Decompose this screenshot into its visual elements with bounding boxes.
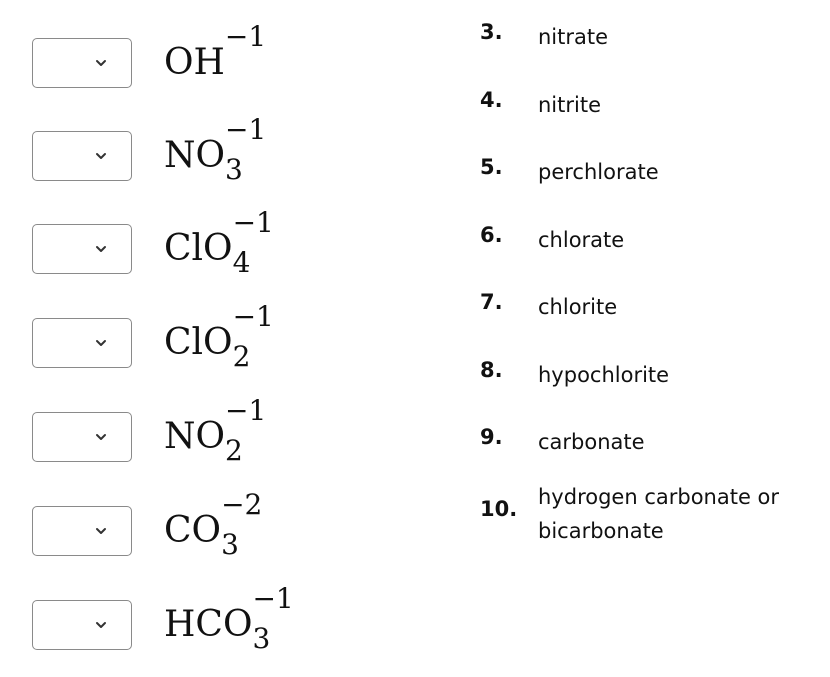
answer-select[interactable]: [32, 318, 132, 368]
ion-subscript: 3: [225, 153, 243, 186]
item-name: hydrogen carbonate or bicarbonate: [538, 485, 780, 543]
match-row: [32, 488, 412, 561]
answer-select[interactable]: [32, 224, 132, 274]
match-row: [32, 113, 412, 186]
item-name: nitrate: [538, 25, 609, 49]
item-number: 6.: [480, 223, 503, 247]
item-number: 4.: [480, 88, 503, 112]
item-name: nitrite: [538, 93, 601, 117]
ion-formula: OH −1: [164, 20, 267, 83]
ion-subscript: 2: [232, 340, 251, 373]
chevron-down-icon: [94, 430, 108, 444]
match-row: [32, 206, 412, 279]
item-number: 8.: [480, 358, 503, 382]
answer-select[interactable]: [32, 412, 132, 462]
chevron-down-icon: [94, 618, 108, 632]
item-number: 10.: [480, 497, 518, 521]
answer-select[interactable]: [32, 38, 132, 88]
ion-subscript: 2: [225, 434, 243, 467]
chevron-down-icon: [94, 336, 108, 350]
item-number: 7.: [480, 290, 503, 314]
item-number: 5.: [480, 155, 503, 179]
match-row: [32, 300, 412, 373]
ion-charge: −1: [232, 206, 274, 239]
answer-select[interactable]: [32, 131, 132, 181]
ion-charge: −1: [252, 582, 294, 615]
ion-charge: −2: [221, 488, 263, 521]
ion-formula: NO −1 3: [164, 113, 267, 186]
item-name: perchlorate: [538, 160, 659, 184]
chevron-down-icon: [94, 242, 108, 256]
ion-formula: CO −2 3: [164, 488, 263, 561]
chevron-down-icon: [94, 56, 108, 70]
ion-charge: −1: [225, 394, 267, 427]
ion-charge: −1: [232, 300, 274, 333]
ion-subscript: 3: [252, 622, 271, 655]
item-number: 3.: [480, 20, 503, 44]
answer-select[interactable]: [32, 506, 132, 556]
ion-formula: ClO −1 4: [164, 206, 274, 279]
ion-subscript: 3: [221, 528, 239, 561]
answer-select[interactable]: [32, 600, 132, 650]
ion-formula: ClO −1 2: [164, 300, 274, 373]
ion-formula: NO −1 2: [164, 394, 267, 467]
item-name: chlorite: [538, 295, 618, 319]
chevron-down-icon: [94, 524, 108, 538]
item-number: 9.: [480, 425, 503, 449]
ion-subscript: 4: [232, 246, 251, 279]
match-row: [32, 582, 412, 655]
item-name: chlorate: [538, 228, 625, 252]
item-name: carbonate: [538, 430, 645, 454]
ion-formula: HCO −1 3: [164, 582, 294, 655]
item-name: hypochlorite: [538, 363, 670, 387]
ion-charge: −1: [225, 113, 267, 146]
ion-charge: −1: [224, 20, 267, 53]
chevron-down-icon: [94, 149, 108, 163]
match-row: [32, 20, 412, 92]
match-row: [32, 394, 412, 467]
